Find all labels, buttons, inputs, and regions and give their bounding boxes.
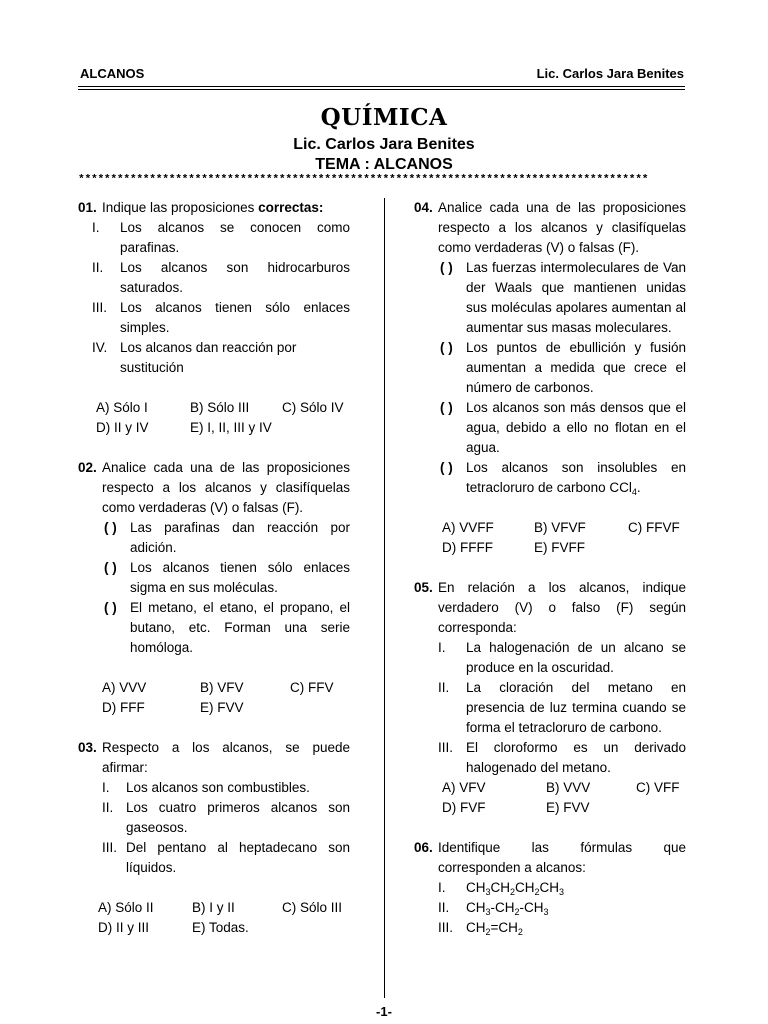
topic-line: TEMA : ALCANOS xyxy=(315,156,453,173)
proposition xyxy=(92,258,350,298)
option-e: E) FVV xyxy=(546,800,590,815)
header-right: Lic. Carlos Jara Benites xyxy=(536,66,684,81)
question-number: 02. xyxy=(78,460,97,475)
option-d: D) II y III xyxy=(98,920,150,935)
true-false-list xyxy=(414,258,686,498)
roman-numeral: I. xyxy=(102,780,110,795)
proposition-text: La halogenación de un alcano se produce en la oscuridad. xyxy=(466,640,686,675)
tf-marker: ( ) xyxy=(104,600,117,615)
option-c: C) Sólo III xyxy=(282,900,343,915)
option-b: B) VFVF xyxy=(534,520,586,535)
question-text-bold: correctas: xyxy=(258,200,324,215)
question-02-stem xyxy=(78,458,350,518)
tf-text-end: . xyxy=(636,480,641,495)
author-line: Lic. Carlos Jara Benites xyxy=(293,136,475,153)
question-number: 05. xyxy=(414,580,433,595)
option-d: D) FFFF xyxy=(442,540,493,555)
tf-marker: ( ) xyxy=(440,260,453,275)
tf-statement xyxy=(104,558,350,598)
proposition-text: Los alcanos son hidrocarburos saturados. xyxy=(120,260,350,295)
answer-options xyxy=(414,518,686,558)
question-text: En relación a los alcanos, indique verdadero (V) o falso (F) según corresponda: xyxy=(438,580,686,635)
formula-item xyxy=(438,898,686,918)
formula: $CH_2=CH_2$ xyxy=(466,920,523,937)
roman-numeral: IV. xyxy=(92,340,108,355)
question-05 xyxy=(414,578,686,818)
proposition-text: Los alcanos se conocen como parafinas. xyxy=(120,220,350,255)
roman-numeral: III. xyxy=(92,300,108,315)
proposition-list xyxy=(78,778,350,878)
option-b: B) VFV xyxy=(200,680,244,695)
proposition-text: Los alcanos tienen sólo enlaces simples. xyxy=(120,300,350,335)
question-number: 01. xyxy=(78,200,97,215)
star-separator: **************************************************************************************** xyxy=(78,174,649,186)
formula-item xyxy=(438,878,686,898)
tf-statement xyxy=(104,598,350,658)
proposition xyxy=(102,838,350,878)
header-rule-top xyxy=(78,86,685,87)
tf-marker: ( ) xyxy=(440,400,453,415)
tf-text: Los alcanos son más densos que el agua, debido a ello no flotan en el agua. xyxy=(466,400,686,455)
proposition xyxy=(92,338,350,378)
roman-numeral: III. xyxy=(438,920,454,935)
formula-list xyxy=(414,878,686,938)
question-06 xyxy=(414,838,686,938)
roman-numeral: II. xyxy=(438,680,450,695)
question-text: Indique las proposiciones xyxy=(102,200,255,215)
tf-text: Las parafinas dan reacción por adición. xyxy=(130,520,350,555)
proposition xyxy=(92,298,350,338)
question-number: 06. xyxy=(414,840,433,855)
tf-statement xyxy=(440,258,686,338)
question-05-stem xyxy=(414,578,686,638)
subscript: 4 xyxy=(631,487,637,497)
option-e: E) FVV xyxy=(200,700,244,715)
option-d: D) FVF xyxy=(442,800,486,815)
answer-options xyxy=(78,398,350,438)
answer-options xyxy=(414,778,686,818)
proposition xyxy=(438,738,686,778)
answer-options xyxy=(78,898,350,938)
roman-numeral: III. xyxy=(102,840,118,855)
roman-numeral: III. xyxy=(438,740,454,755)
page-title: QUÍMICA xyxy=(320,104,448,131)
option-b: B) Sólo III xyxy=(190,400,250,415)
right-column xyxy=(414,198,686,938)
option-a: A) VVV xyxy=(102,680,147,695)
option-c: C) FFVF xyxy=(628,520,680,535)
question-03 xyxy=(78,738,350,938)
proposition-text: Los alcanos dan reacción por sustitución xyxy=(120,340,297,375)
question-03-stem xyxy=(78,738,350,778)
true-false-list xyxy=(78,518,350,658)
question-text: Respecto a los alcanos, se puede afirmar: xyxy=(102,740,350,775)
roman-numeral: II. xyxy=(92,260,104,275)
question-text: Analice cada una de las proposiciones respecto a los alcanos y clasifíquelas como verdaderas (V) o falsas (F). xyxy=(438,200,686,255)
question-01-stem xyxy=(78,198,350,218)
tf-text: Los puntos de ebullición y fusión aumentan a medida que crece el número de carbonos. xyxy=(466,340,686,395)
tf-marker: ( ) xyxy=(104,520,117,535)
question-01 xyxy=(78,198,350,438)
option-c: C) Sólo IV xyxy=(282,400,344,415)
option-d: D) FFF xyxy=(102,700,145,715)
question-04 xyxy=(414,198,686,558)
roman-numeral: I. xyxy=(438,880,446,895)
proposition-text: La cloración del metano en presencia de luz termina cuando se forma el tetracloruro de carbono. xyxy=(466,680,686,735)
roman-numeral: II. xyxy=(438,900,450,915)
proposition-text: Los cuatro primeros alcanos son gaseosos. xyxy=(126,800,350,835)
tf-marker: ( ) xyxy=(104,560,117,575)
proposition xyxy=(102,798,350,838)
roman-numeral: I. xyxy=(92,220,100,235)
option-d: D) II y IV xyxy=(96,420,149,435)
proposition-text: Del pentano al heptadecano son líquidos. xyxy=(126,840,350,875)
answer-options xyxy=(78,678,350,718)
formula: $CH_3CH_2CH_2CH_3$ xyxy=(466,880,565,897)
question-06-stem xyxy=(414,838,686,878)
header-rule-bottom xyxy=(78,89,685,90)
question-number: 03. xyxy=(78,740,97,755)
question-02 xyxy=(78,458,350,718)
option-c: C) VFF xyxy=(636,780,680,795)
tf-statement xyxy=(104,518,350,558)
question-04-stem xyxy=(414,198,686,258)
option-b: B) VVV xyxy=(546,780,591,795)
tf-statement xyxy=(440,458,686,498)
tf-text: El metano, el etano, el propano, el butano, etc. Forman una serie homóloga. xyxy=(130,600,350,655)
tf-text-main: Los alcanos son insolubles en tetracloruro de carbono CCl xyxy=(466,460,686,495)
option-a: A) VFV xyxy=(442,780,486,795)
proposition-list xyxy=(414,638,686,778)
formula: $CH_3-CH_2-CH_3$ xyxy=(466,900,549,917)
tf-text xyxy=(466,458,686,498)
proposition xyxy=(438,638,686,678)
proposition-list xyxy=(78,218,350,378)
option-b: B) I y II xyxy=(192,900,235,915)
option-a: A) VVFF xyxy=(442,520,494,535)
roman-numeral: II. xyxy=(102,800,114,815)
option-e: E) I, II, III y IV xyxy=(190,420,272,435)
left-column xyxy=(78,198,350,938)
proposition xyxy=(102,778,350,798)
tf-marker: ( ) xyxy=(440,460,453,475)
proposition xyxy=(92,218,350,258)
option-e: E) Todas. xyxy=(192,920,249,935)
tf-statement xyxy=(440,398,686,458)
option-e: E) FVFF xyxy=(534,540,585,555)
question-text: Analice cada una de las proposiciones respecto a los alcanos y clasifíquelas como verdaderas (V) o falsas (F). xyxy=(102,460,350,515)
proposition xyxy=(438,678,686,738)
tf-statement xyxy=(440,338,686,398)
page-number: -1- xyxy=(376,1004,392,1019)
tf-marker: ( ) xyxy=(440,340,453,355)
option-c: C) FFV xyxy=(290,680,334,695)
header-left: ALCANOS xyxy=(80,66,145,81)
question-number: 04. xyxy=(414,200,433,215)
formula-item xyxy=(438,918,686,938)
proposition-text: El cloroformo es un derivado halogenado del metano. xyxy=(466,740,686,775)
column-divider xyxy=(384,198,385,998)
option-a: A) Sólo I xyxy=(96,400,148,415)
option-a: A) Sólo II xyxy=(98,900,154,915)
question-text: Identifique las fórmulas que corresponden a alcanos: xyxy=(438,840,686,875)
proposition-text: Los alcanos son combustibles. xyxy=(126,780,310,795)
tf-text: Los alcanos tienen sólo enlaces sigma en sus moléculas. xyxy=(130,560,350,595)
roman-numeral: I. xyxy=(438,640,446,655)
tf-text: Las fuerzas intermoleculares de Van der Waals que mantienen unidas sus moléculas apolares aumentan al aumentar sus masas moleculares. xyxy=(466,260,686,335)
